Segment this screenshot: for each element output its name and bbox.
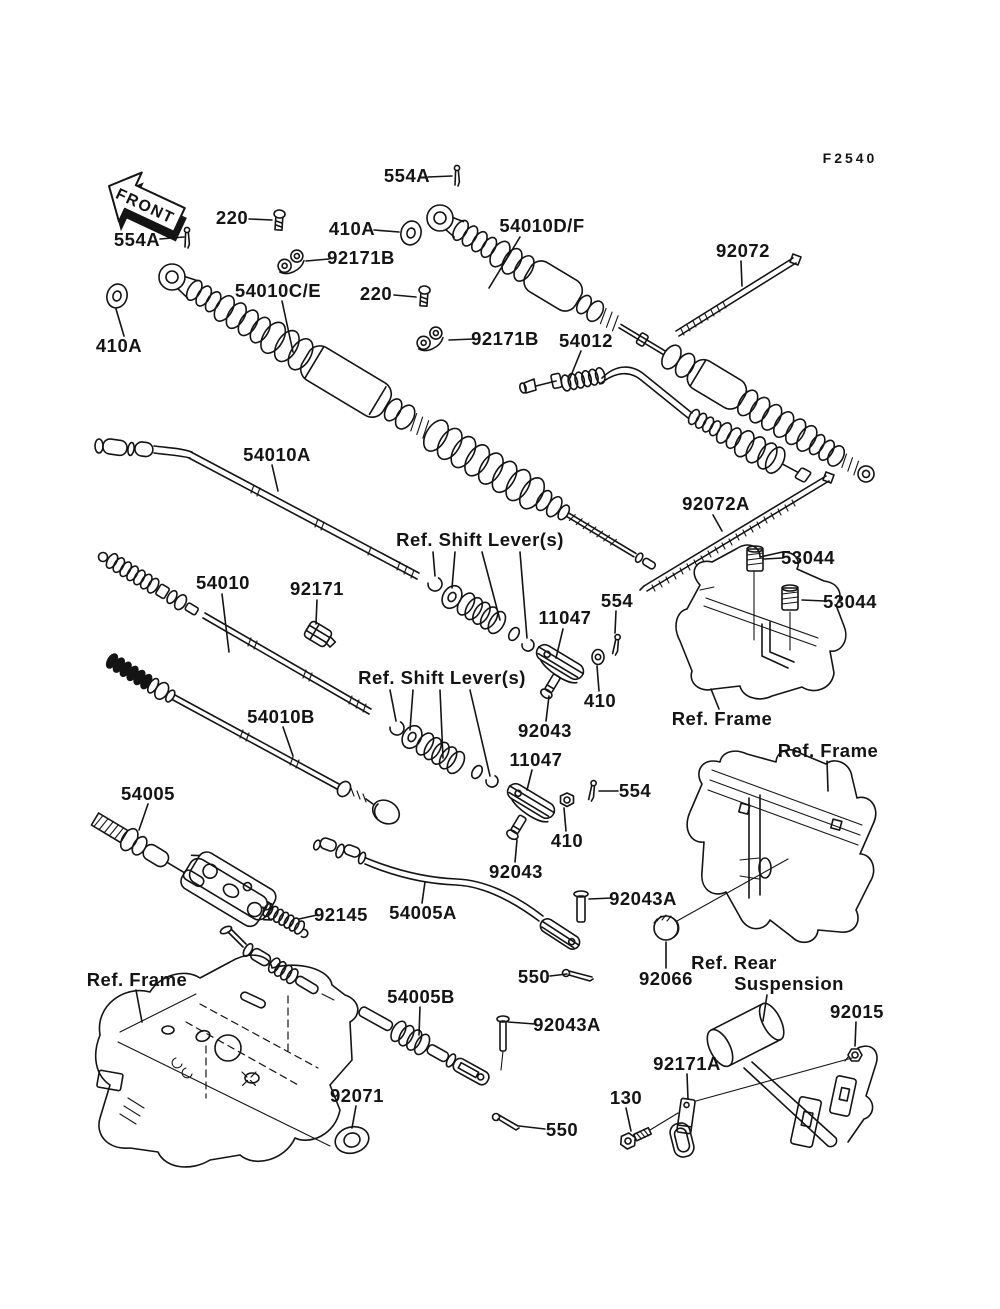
label-554-19: 554 xyxy=(600,590,634,611)
label-92171a-47: 92171A xyxy=(653,1053,721,1074)
label-92043-21: 92043 xyxy=(518,720,572,741)
label-92171-16: 92171 xyxy=(290,578,344,599)
label-54010c-e-5: 54010C/E xyxy=(234,280,322,301)
label-92171b-4: 92171B xyxy=(327,247,395,268)
label-554a-1: 554A xyxy=(113,229,161,250)
label-92072-11: 92072 xyxy=(716,240,770,261)
label-ref-frame-41: Ref. Frame xyxy=(86,969,188,990)
label-92043a-35: 92043A xyxy=(609,888,677,909)
label-92043-34: 92043 xyxy=(489,861,543,882)
label-92066-37: 92066 xyxy=(639,968,693,989)
label-11047-22: 11047 xyxy=(509,749,563,770)
label-54010d-f-10: 54010D/F xyxy=(499,215,585,236)
label-54005-29: 54005 xyxy=(121,783,175,804)
label-220-2: 220 xyxy=(215,207,249,228)
label-554-32: 554 xyxy=(618,780,652,801)
label-92171b-8: 92171B xyxy=(471,328,539,349)
label-92072a-23: 92072A xyxy=(682,493,750,514)
label-ref-shift-lever-s--14: Ref. Shift Lever(s) xyxy=(396,529,564,550)
label-92071-43: 92071 xyxy=(330,1085,384,1106)
label-ref-rear-38: Ref. Rear xyxy=(691,952,777,973)
label-53044-25: 53044 xyxy=(823,591,877,612)
label-410-20: 410 xyxy=(583,690,617,711)
label-54005b-42: 54005B xyxy=(387,986,455,1007)
front-arrow-text: FRONT xyxy=(112,185,177,228)
label-92043a-44: 92043A xyxy=(533,1014,601,1035)
label-54012-12: 54012 xyxy=(559,330,613,351)
label-ref-shift-lever-s--17: Ref. Shift Lever(s) xyxy=(358,667,526,688)
label-ref-frame-26: Ref. Frame xyxy=(671,708,773,729)
label-92015-40: 92015 xyxy=(830,1001,884,1022)
label-11047-18: 11047 xyxy=(538,607,592,628)
label-ref-frame-27: Ref. Frame xyxy=(777,740,879,761)
label-220-7: 220 xyxy=(359,283,393,304)
label-550-36: 550 xyxy=(517,966,551,987)
label-410a-3: 410A xyxy=(328,218,376,239)
label-54010-15: 54010 xyxy=(196,572,250,593)
label-53044-24: 53044 xyxy=(781,547,835,568)
label-f2540-0: F2540 xyxy=(822,150,878,166)
label-suspension-39: Suspension xyxy=(734,973,844,994)
label-54010a-13: 54010A xyxy=(243,444,311,465)
label-410a-6: 410A xyxy=(95,335,143,356)
label-554a-9: 554A xyxy=(383,165,431,186)
label-130-46: 130 xyxy=(609,1087,643,1108)
label-92145-30: 92145 xyxy=(314,904,368,925)
label-410-33: 410 xyxy=(550,830,584,851)
label-54005a-31: 54005A xyxy=(389,902,457,923)
label-550-45: 550 xyxy=(545,1119,579,1140)
label-54010b-28: 54010B xyxy=(247,706,315,727)
